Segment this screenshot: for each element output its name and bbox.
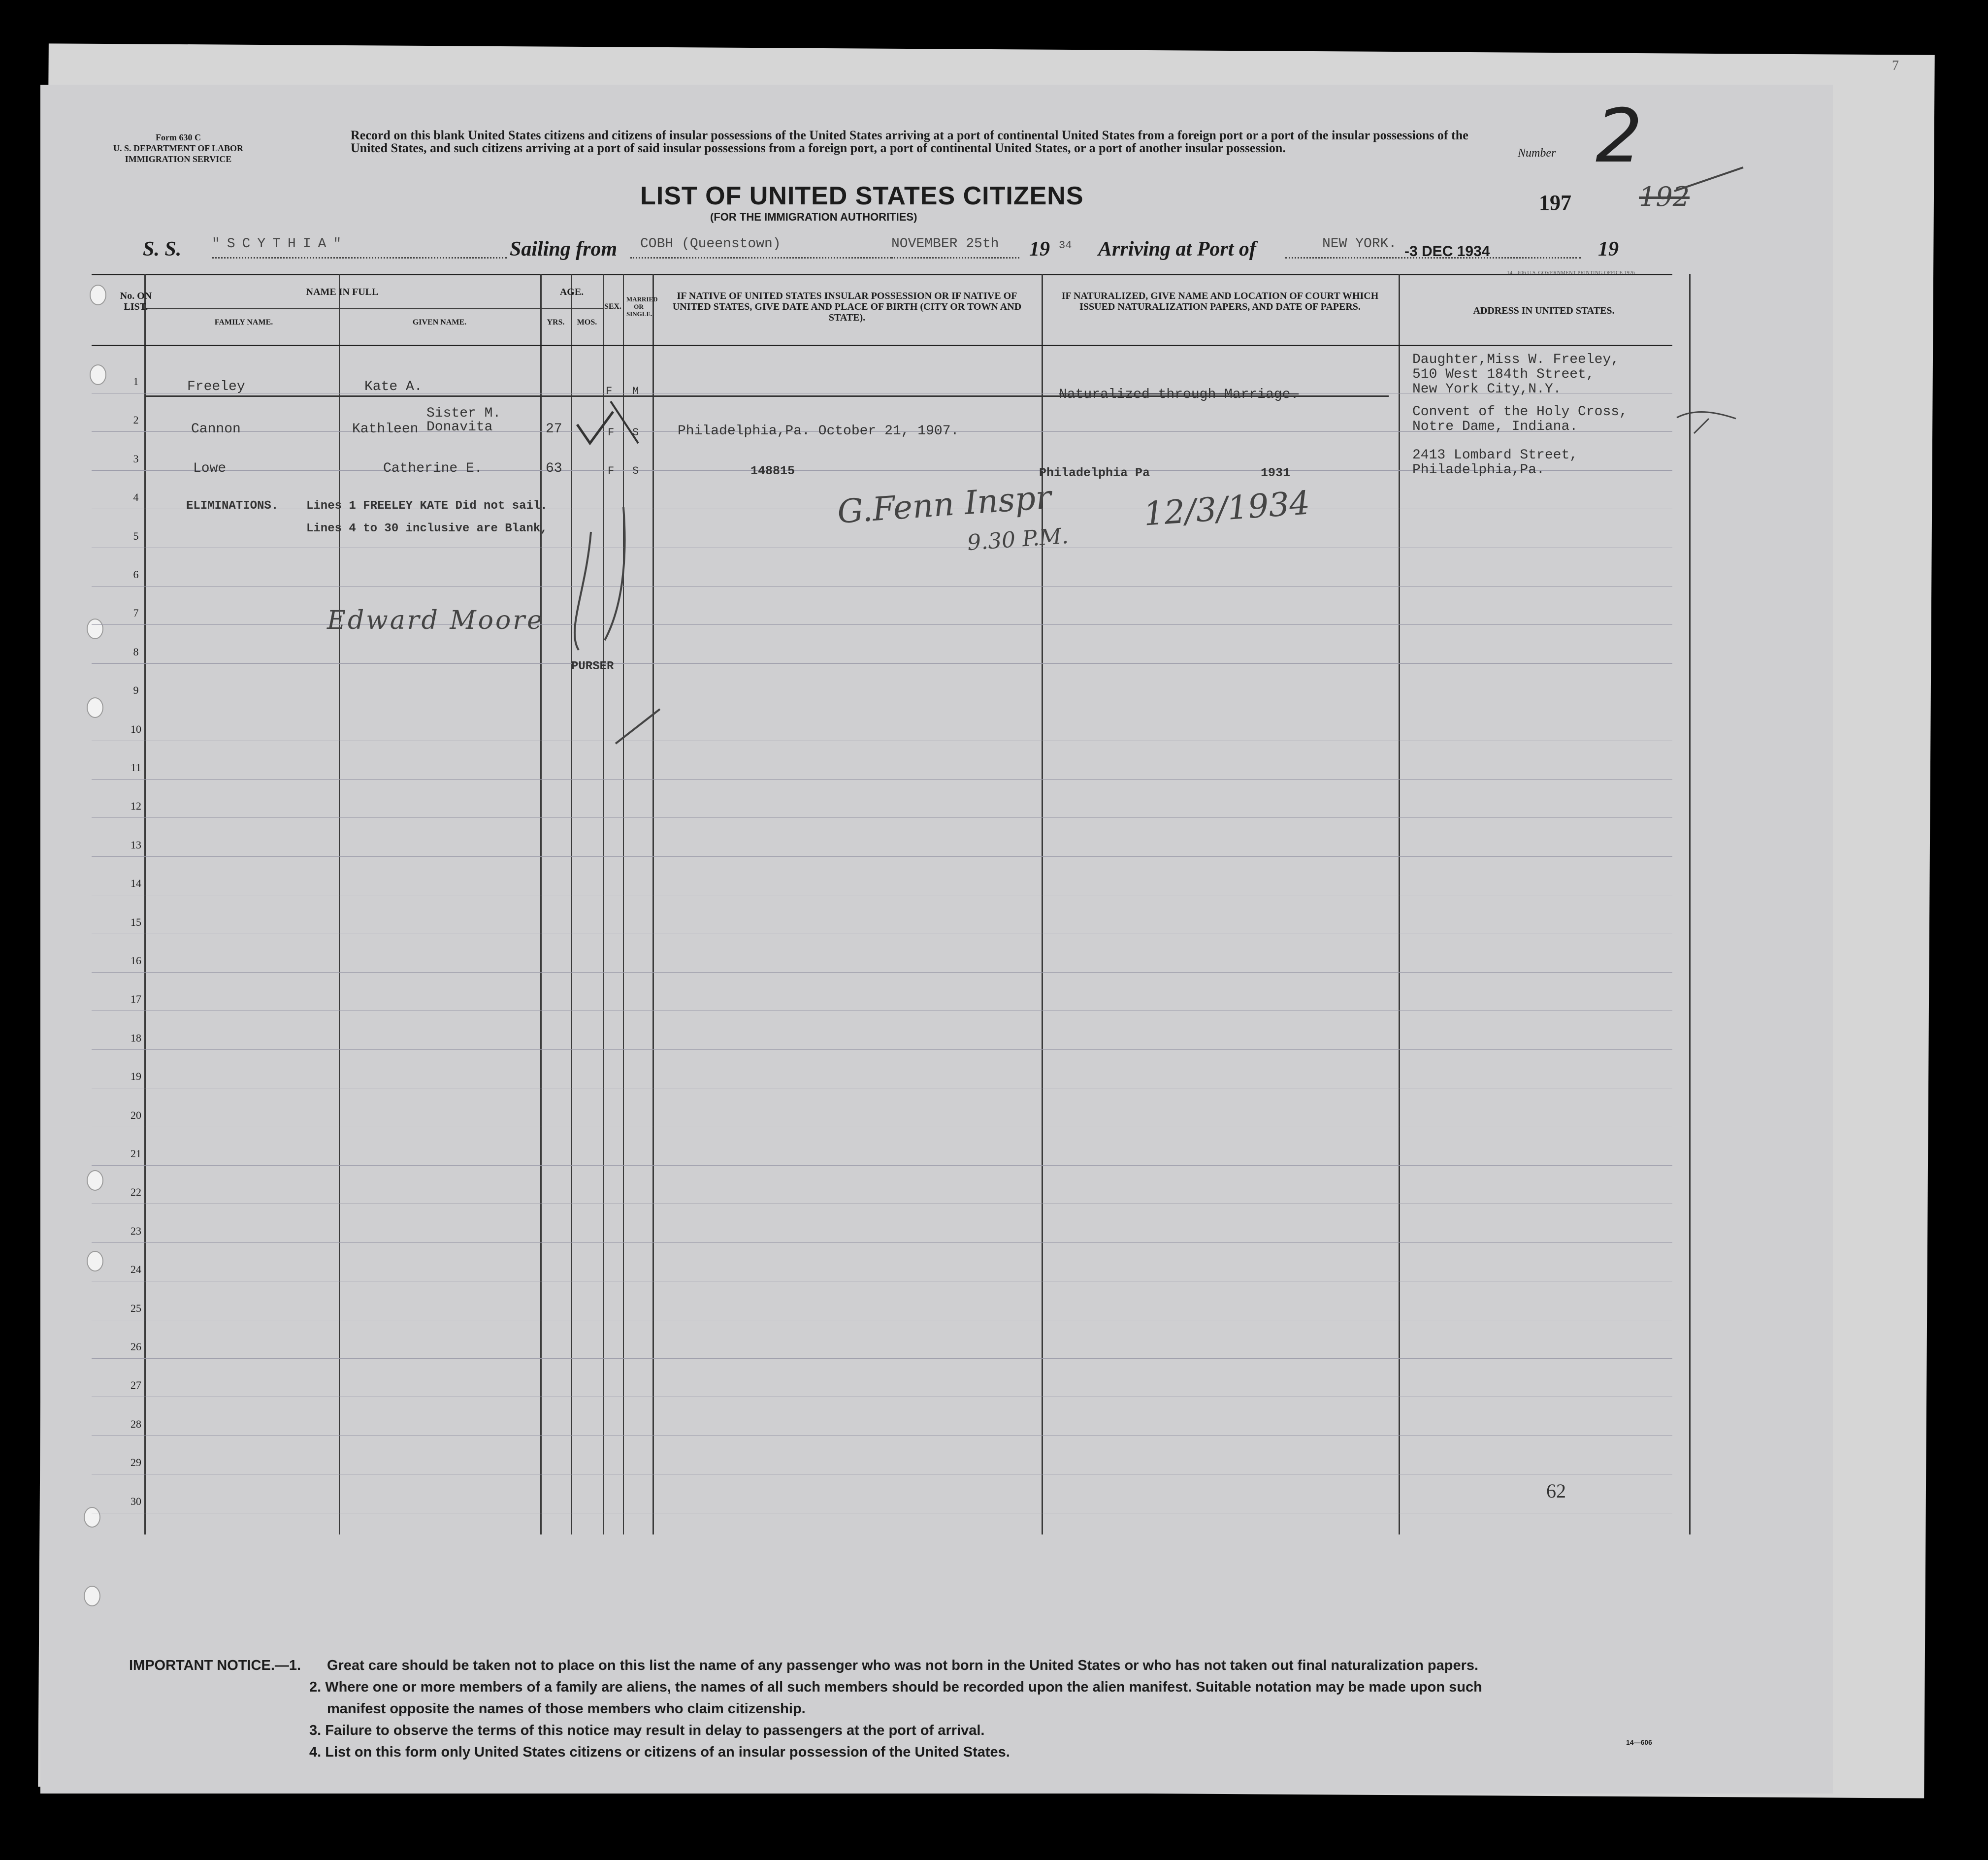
header-no: No. ON LIST.	[120, 291, 152, 312]
number-label: Number	[1518, 147, 1556, 160]
inspector-signature: G.Fenn Inspr	[836, 478, 1052, 531]
row-number: 2	[133, 414, 139, 426]
entry-3-address: 2413 Lombard Street, Philadelphia,Pa.	[1412, 448, 1578, 478]
entry-2-address: Convent of the Holy Cross, Notre Dame, Indiana.	[1412, 404, 1628, 434]
year-prefix: 19	[1029, 238, 1050, 261]
notice-item-3: 3. Failure to observe the terms of this notice may result in delay to passengers at the port of arrival.	[309, 1723, 985, 1738]
header-given-name: GIVEN NAME.	[412, 318, 467, 326]
row-number: 19	[130, 1070, 141, 1082]
header-sex: SEX.	[604, 302, 622, 311]
hand-stroke-icon	[575, 532, 591, 650]
eliminations-line-1: Lines 1 FREELEY KATE Did not sail.	[306, 499, 548, 513]
handwritten-date: 12/3/1934	[1142, 484, 1311, 533]
row-number: 9	[133, 684, 139, 696]
entry-2-birth: Philadelphia,Pa. October 21, 1907.	[678, 424, 959, 439]
row-number: 13	[130, 839, 141, 851]
row-number: 14	[130, 877, 141, 889]
row-number: 5	[133, 530, 139, 542]
header-address: ADDRESS IN UNITED STATES.	[1473, 305, 1615, 316]
slash-mark-icon	[616, 709, 660, 744]
row-number: 1	[133, 375, 139, 388]
header-naturalized: IF NATURALIZED, GIVE NAME AND LOCATION OF COURT WHICH ISSUED NATURALIZATION PAPERS, AND DATE OF PAPERS.	[1061, 291, 1379, 312]
record-instructions: Record on this blank United States citizens and citizens of insular possessions of the United States arriving at a port of continental United States from a foreign port or a port of the insular possessions of the United States, and such citizens arriving at a port of said insular possessions from a foreign port, a port of continental United States, or a port of another insular possession.	[351, 128, 1468, 155]
entry-3-age: 63	[546, 461, 562, 476]
purser-signature: Edward Moore	[327, 606, 544, 635]
page-subtitle: (FOR THE IMMIGRATION AUTHORITIES)	[710, 211, 917, 223]
page-number: 62	[1546, 1480, 1566, 1502]
entry-3-sex: F	[608, 465, 615, 477]
entry-2-religious-name: Sister M. Donavita	[426, 406, 501, 435]
header-yrs: YRS.	[547, 318, 565, 326]
header-mos: MOS.	[577, 318, 597, 326]
row-number: 28	[130, 1418, 141, 1430]
sailing-from-label: Sailing from	[510, 238, 618, 261]
entry-2-sex: F	[608, 426, 615, 439]
header-married: MARRIED OR SINGLE.	[626, 295, 658, 318]
row-number: 27	[130, 1379, 141, 1391]
row-number: 30	[130, 1495, 141, 1507]
corner-mark: 7	[1892, 58, 1899, 73]
header-native: IF NATIVE OF UNITED STATES INSULAR POSSESSION OR IF NATIVE OF UNITED STATES, GIVE DATE AND PLACE OF BIRTH (CITY OR TOWN AND STATE).	[672, 291, 1022, 323]
entry-3-cert-number: 148815	[750, 464, 795, 478]
entry-3-given: Catherine E.	[383, 461, 483, 476]
row-number: 18	[130, 1032, 141, 1044]
entry-3-family: Lowe	[193, 461, 227, 476]
footer-code: 14—606	[1626, 1738, 1652, 1746]
header-name-in-full: NAME IN FULL	[306, 287, 379, 297]
notice-lead: IMPORTANT NOTICE.—1.	[129, 1658, 301, 1673]
notice-item-2: 2. Where one or more members of a family are aliens, the names of all such members should be recorded upon the alien manifest. Suitable notation may be made upon such	[309, 1679, 1482, 1695]
margin-initials-icon	[1677, 412, 1736, 433]
row-number: 10	[130, 723, 141, 735]
hand-stroke-icon	[605, 507, 625, 640]
ss-label: S. S.	[143, 238, 182, 261]
list-number: 2	[1596, 94, 1643, 179]
entry-3-status: S	[632, 465, 639, 477]
ship-name: "SCYTHIA"	[212, 236, 349, 252]
notice-item-1: Great care should be taken not to place on this list the name of any passenger who was not born in the United States or who has not taken out final naturalization papers.	[327, 1658, 1479, 1673]
entry-1-naturalized: Naturalized through Marriage.	[1059, 387, 1299, 402]
purser-label: PURSER	[571, 660, 614, 673]
notice-item-2-cont: manifest opposite the names of those members who claim citizenship.	[327, 1701, 806, 1717]
row-number: 3	[133, 453, 139, 465]
entry-1-family: Freeley	[187, 379, 245, 394]
sailing-port: COBH (Queenstown)	[640, 236, 781, 252]
entry-1-status: M	[632, 385, 639, 397]
row-number: 16	[130, 954, 141, 967]
year-printed: 197	[1539, 191, 1571, 215]
entry-2-age: 27	[546, 422, 562, 437]
row-number: 11	[130, 761, 141, 774]
row-number: 26	[130, 1340, 141, 1353]
header-age: AGE.	[559, 287, 584, 297]
notice-item-4: 4. List on this form only United States citizens or citizens of an insular possession of the United States.	[309, 1744, 1010, 1760]
entry-3-court: Philadelphia Pa	[1039, 466, 1150, 480]
eliminations-line-2: Lines 4 to 30 inclusive are Blank,	[306, 522, 548, 535]
entry-2-family: Cannon	[191, 422, 241, 437]
entry-1-sex: F	[606, 385, 613, 397]
arrival-date-stamp: -3 DEC 1934	[1404, 243, 1490, 260]
sailing-year: 34	[1059, 239, 1072, 252]
row-number: 15	[130, 916, 141, 928]
entry-2-status: S	[632, 426, 639, 439]
row-number: 7	[133, 607, 139, 619]
row-number: 29	[130, 1456, 141, 1468]
year-handwritten: 192	[1639, 181, 1690, 212]
row-number: 24	[130, 1263, 141, 1275]
entry-3-nat-year: 1931	[1261, 466, 1291, 480]
eliminations-label: ELIMINATIONS.	[186, 499, 279, 513]
row-number: 23	[130, 1225, 141, 1237]
row-number: 22	[130, 1186, 141, 1198]
diagonal-mark-icon	[611, 401, 638, 443]
row-number: 21	[130, 1147, 141, 1160]
checkmark-icon	[577, 412, 613, 443]
entry-1-address: Daughter,Miss W. Freeley, 510 West 184th Street, New York City,N.Y.	[1412, 352, 1620, 397]
arriving-label: Arriving at Port of	[1098, 238, 1256, 261]
row-number: 12	[130, 800, 141, 812]
arrival-port: NEW YORK.	[1322, 236, 1397, 252]
row-number: 8	[133, 646, 139, 658]
year-end-label: 19	[1598, 238, 1619, 261]
row-number: 20	[130, 1109, 141, 1121]
slash-mark-icon	[1674, 167, 1743, 191]
handwritten-time: 9.30 P.M.	[966, 523, 1070, 556]
header-family-name: FAMILY NAME.	[214, 318, 273, 326]
row-number: 17	[130, 993, 141, 1005]
entry-1-given: Kate A.	[364, 379, 423, 394]
sailing-date: NOVEMBER 25th	[891, 236, 999, 252]
printer-note: 14—606 U.S. GOVERNMENT PRINTING OFFICE 1926	[1507, 270, 1635, 276]
entry-2-given: Kathleen	[352, 422, 419, 437]
row-number: 6	[133, 568, 139, 581]
row-number: 25	[130, 1302, 141, 1314]
page-title: LIST OF UNITED STATES CITIZENS	[640, 182, 1084, 210]
row-number: 4	[133, 491, 139, 503]
form-identifier: Form 630 C U. S. DEPARTMENT OF LABOR IMMIGRATION SERVICE	[113, 132, 244, 164]
